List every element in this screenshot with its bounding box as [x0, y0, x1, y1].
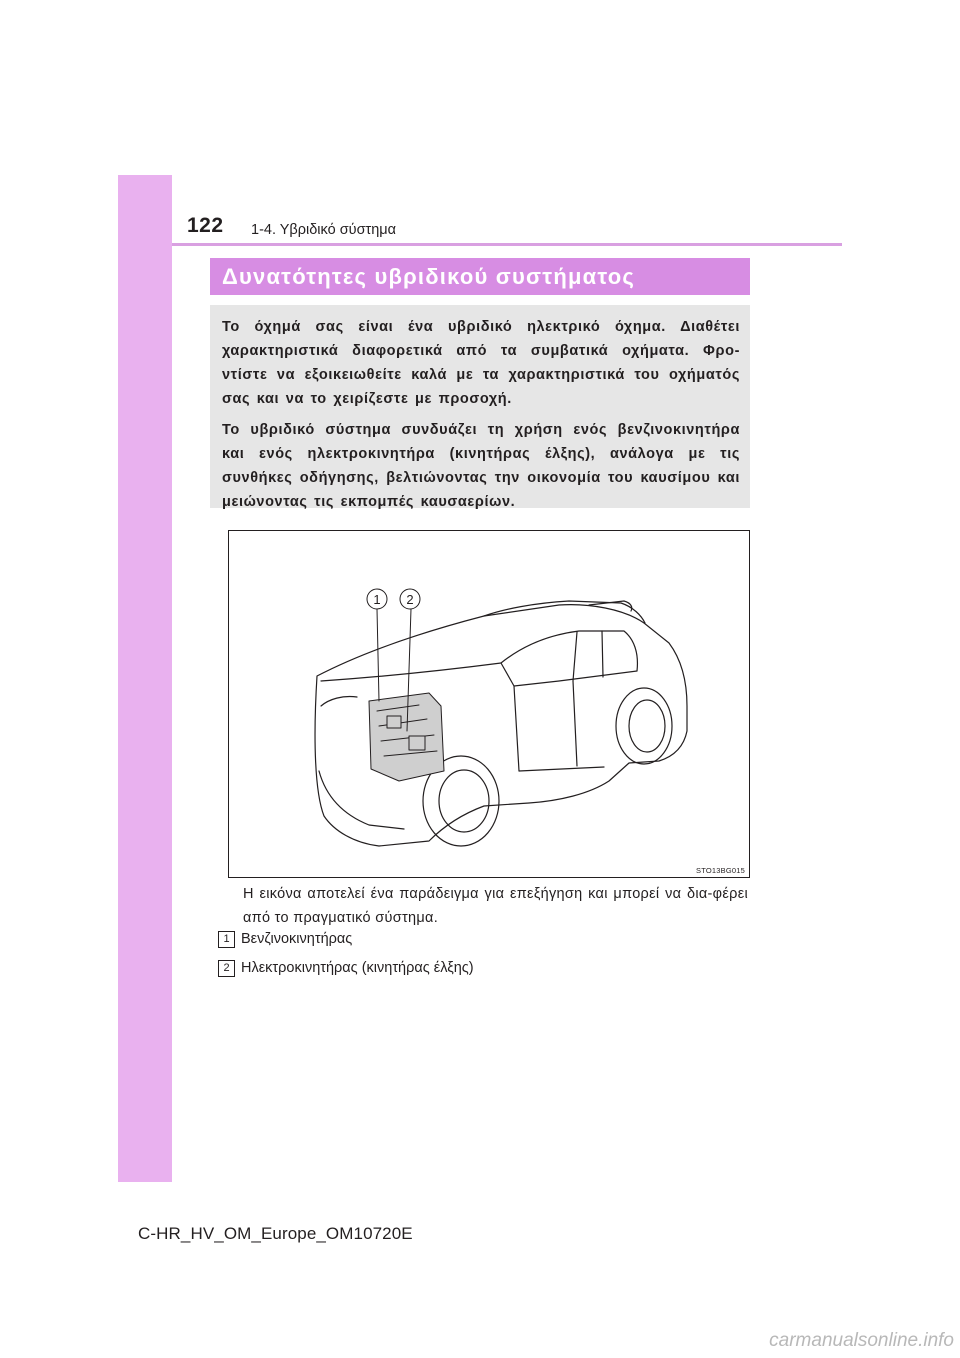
legend-item [218, 958, 474, 978]
window-divider [573, 632, 577, 681]
window-line [501, 631, 637, 686]
rear-wheel-rim [629, 700, 665, 752]
legend-number: 1 [218, 931, 235, 948]
front-wheel-rim [439, 770, 489, 832]
figure-caption: Η εικόνα αποτελεί ένα παράδειγμα για επεξήγηση και μπορεί να δια-φέρει από το πραγματικό σύστημα. [243, 886, 748, 926]
front-bumper [319, 771, 404, 829]
watermark: carmanualsonline.info [769, 1330, 954, 1351]
intro-box [210, 305, 750, 508]
figure-code: STO13BG015 [696, 866, 745, 875]
car-cutaway-drawing [229, 531, 749, 877]
document-footer: C-HR_HV_OM_Europe_OM10720E [138, 1224, 413, 1243]
legend-number: 2 [218, 960, 235, 977]
hood-line [321, 663, 501, 681]
door-line [519, 767, 604, 771]
callout-1: 1 [373, 592, 381, 607]
vehicle-illustration [228, 530, 750, 878]
legend-text: Βενζινοκινητήρας [241, 931, 353, 947]
door-line [573, 681, 577, 766]
legend-item [218, 929, 352, 949]
page-number: 122 [187, 214, 224, 237]
headlight [321, 696, 357, 706]
header-divider [172, 243, 842, 246]
section-title: 1-4. Υβριδικό σύστημα [251, 222, 397, 238]
door-line [514, 686, 519, 771]
callout-leader-1 [377, 609, 379, 701]
intro-paragraph: Το όχημά σας είναι ένα υβριδικό ηλεκτρικό όχημα. Διαθέτει χαρακτηριστικά διαφορετικά από τα συμβατικά οχήματα. Φρο-ντίστε να εξοικειωθείτε καλά με τα χαρακτηριστικά του οχήματός σας και να το χειρίζεστε με προσοχή. [222, 319, 740, 407]
legend-text: Ηλεκτροκινητήρας (κινητήρας έλξης) [241, 960, 474, 976]
window-divider [602, 631, 603, 677]
callout-2: 2 [406, 592, 414, 607]
rear-wheel [616, 688, 672, 764]
chapter-tab-bar [118, 175, 172, 1182]
engine-assembly [369, 693, 444, 781]
intro-paragraph: Το υβριδικό σύστημα συνδυάζει τη χρήση ενός βενζινοκινητήρα και ενός ηλεκτροκινητήρα (κινητήρας έλξης), ανάλογα με τις συνθήκες οδήγησης, βελτιώνοντας την οικονομία του καυσίμου και μειώνοντας τις εκπομπές καυσαερίων. [222, 422, 740, 510]
page-heading: Δυνατότητες υβριδικού συστήματος [210, 258, 750, 295]
